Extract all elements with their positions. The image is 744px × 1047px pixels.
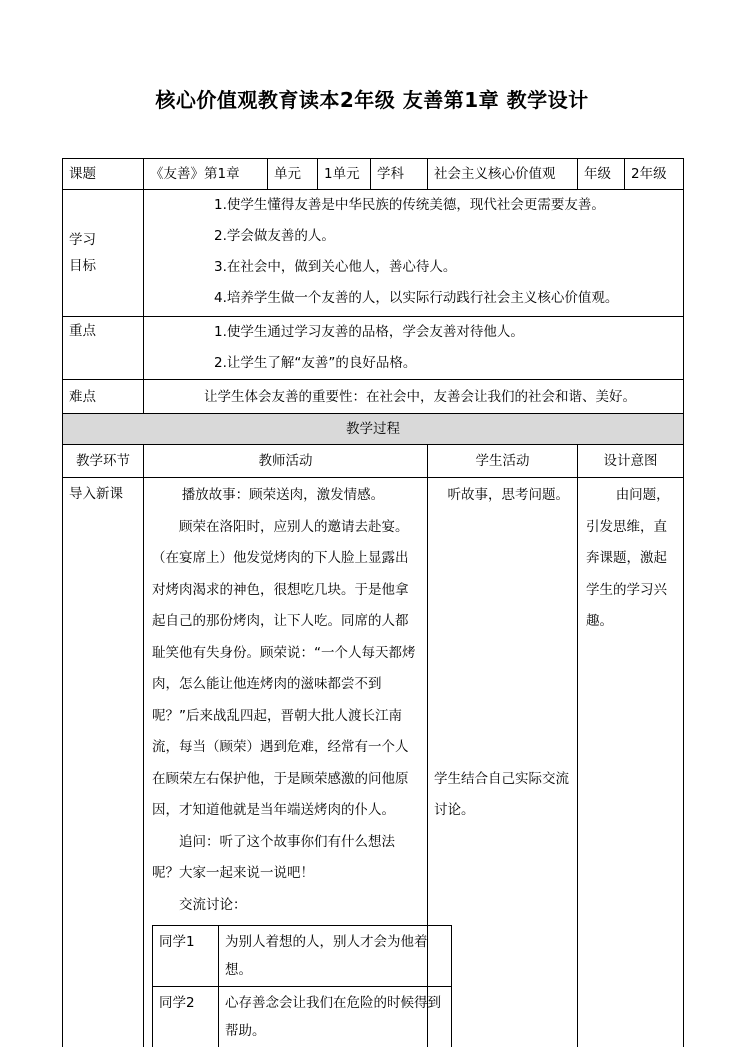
student-text: 学生结合自己实际交流讨论。 [434,764,571,827]
design-text: 由问题，引发思维，直奔课题，激起学生的学习兴趣。 [586,480,677,638]
col-design: 设计意图 [578,445,684,478]
key-points-row [63,317,684,380]
lesson-label: 课题 [63,159,144,190]
lesson-plan-table [62,158,684,1047]
discussion-who: 同学1 [153,926,219,987]
teacher-paragraph: 追问：听了这个故事你们有什么想法呢？大家一起来说一说吧！ [152,827,421,890]
process-header-row [63,445,684,478]
discussion-text: 心存善念会让我们在危险的时候得到帮助。 [219,987,452,1047]
teacher-paragraph: 交流讨论： [152,890,421,922]
discussion-table [152,925,452,1047]
stage-cell: 导入新课 [63,478,144,1047]
objective-item: 2.学会做友善的人。 [214,221,677,252]
teacher-paragraph: 播放故事：顾荣送肉，激发情感。 [152,480,421,512]
grade-label: 年级 [578,159,625,190]
col-stage: 教学环节 [63,445,144,478]
grade-value: 2年级 [625,159,684,190]
process-banner: 教学过程 [63,414,684,445]
unit-value: 1单元 [318,159,371,190]
difficulty-text: 让学生体会友善的重要性：在社会中，友善会让我们的社会和谐、美好。 [144,380,684,414]
difficulty-row [63,380,684,414]
design-intent [578,478,684,1047]
process-banner-row [63,414,684,445]
objective-item: 4.培养学生做一个友善的人，以实际行动践行社会主义核心价值观。 [214,283,677,314]
objectives-list [144,190,684,317]
objective-item: 1.使学生懂得友善是中华民族的传统美德，现代社会更需要友善。 [214,190,677,221]
student-text: 听故事，思考问题。 [434,480,571,512]
document-title: 核心价值观教育读本2年级 友善第1章 教学设计 [0,84,744,113]
process-row [63,478,684,1047]
col-teacher: 教师活动 [144,445,428,478]
key-point-item: 2.让学生了解“友善”的良好品格。 [214,348,677,379]
discussion-row [153,987,452,1047]
key-points-label: 重点 [63,317,144,380]
discussion-row [153,926,452,987]
key-points-list [144,317,684,380]
discussion-text: 为别人着想的人，别人才会为他着想。 [219,926,452,987]
objectives-row [63,190,684,317]
objective-item: 3.在社会中，做到关心他人，善心待人。 [214,252,677,283]
unit-label: 单元 [268,159,318,190]
subject-label: 学科 [371,159,428,190]
teacher-paragraph: 顾荣在洛阳时，应别人的邀请去赴宴。（在宴席上）他发觉烤肉的下人脸上显露出对烤肉渴求的神色，很想吃几块。于是他拿起自己的那份烤肉，让下人吃。同席的人都耻笑他有失身份。顾荣说：“一个人每天都烤肉，怎么能让他连烤肉的滋味都尝不到呢？”后来战乱四起，晋朝大批人渡长江南流，每当（顾荣）遇到危难，经常有一个人在顾荣左右保护他，于是顾荣感激的问他原因，才知道他就是当年端送烤肉的仆人。 [152,512,421,827]
difficulty-label: 难点 [63,380,144,414]
key-point-item: 1.使学生通过学习友善的品格，学会友善对待他人。 [214,317,677,348]
lesson-value: 《友善》第1章 [144,159,268,190]
col-student: 学生活动 [428,445,578,478]
student-activity [428,478,578,1047]
discussion-who: 同学2 [153,987,219,1047]
teacher-activity [144,478,428,1047]
subject-value: 社会主义核心价值观 [428,159,578,190]
header-row [63,159,684,190]
objectives-label: 学习目标 [63,190,144,317]
